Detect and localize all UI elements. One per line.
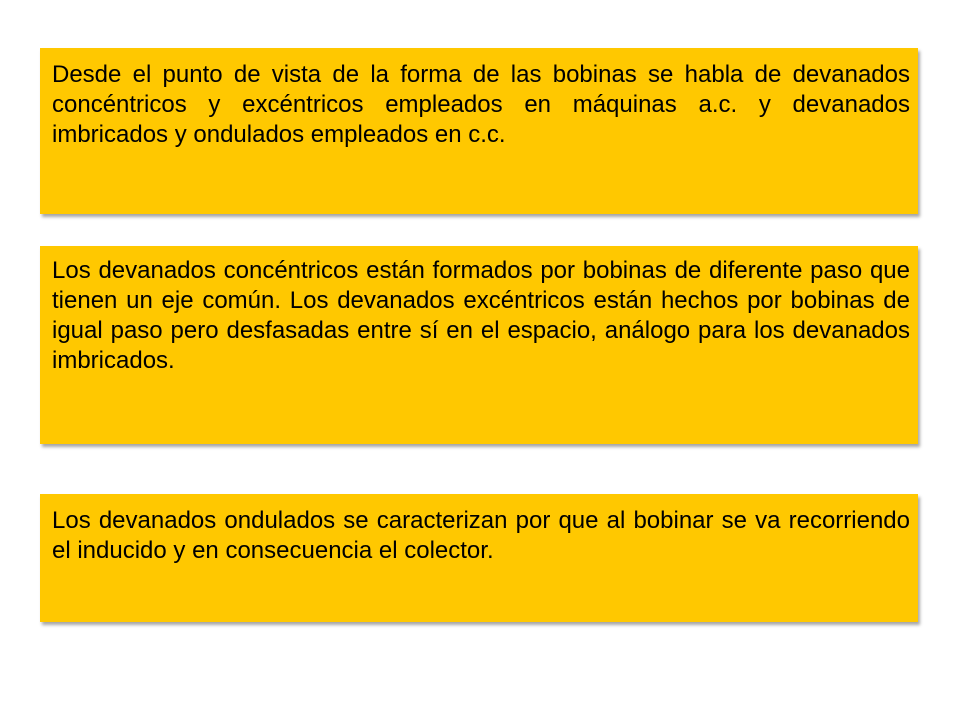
text-box-concentric-eccentric	[40, 246, 918, 444]
text-box-winding-shapes	[40, 48, 918, 214]
paragraph-concentric-eccentric: Los devanados concéntricos están formados por bobinas de diferente paso que tienen un eje común. Los devanados excéntricos están hechos por bobinas de igual paso pero desfasadas entre sí en el espacio, análogo para los devanados imbricados.	[52, 257, 910, 374]
paragraph-wave-windings: Los devanados ondulados se caracterizan por que al bobinar se va recorriendo el inducido y en consecuencia el colector.	[52, 507, 910, 564]
text-box-wave-windings	[40, 494, 918, 622]
paragraph-winding-shapes: Desde el punto de vista de la forma de las bobinas se habla de devanados concéntricos y excéntricos empleados en máquinas a.c. y devanados imbricados y ondulados empleados en c.c.	[52, 61, 910, 148]
